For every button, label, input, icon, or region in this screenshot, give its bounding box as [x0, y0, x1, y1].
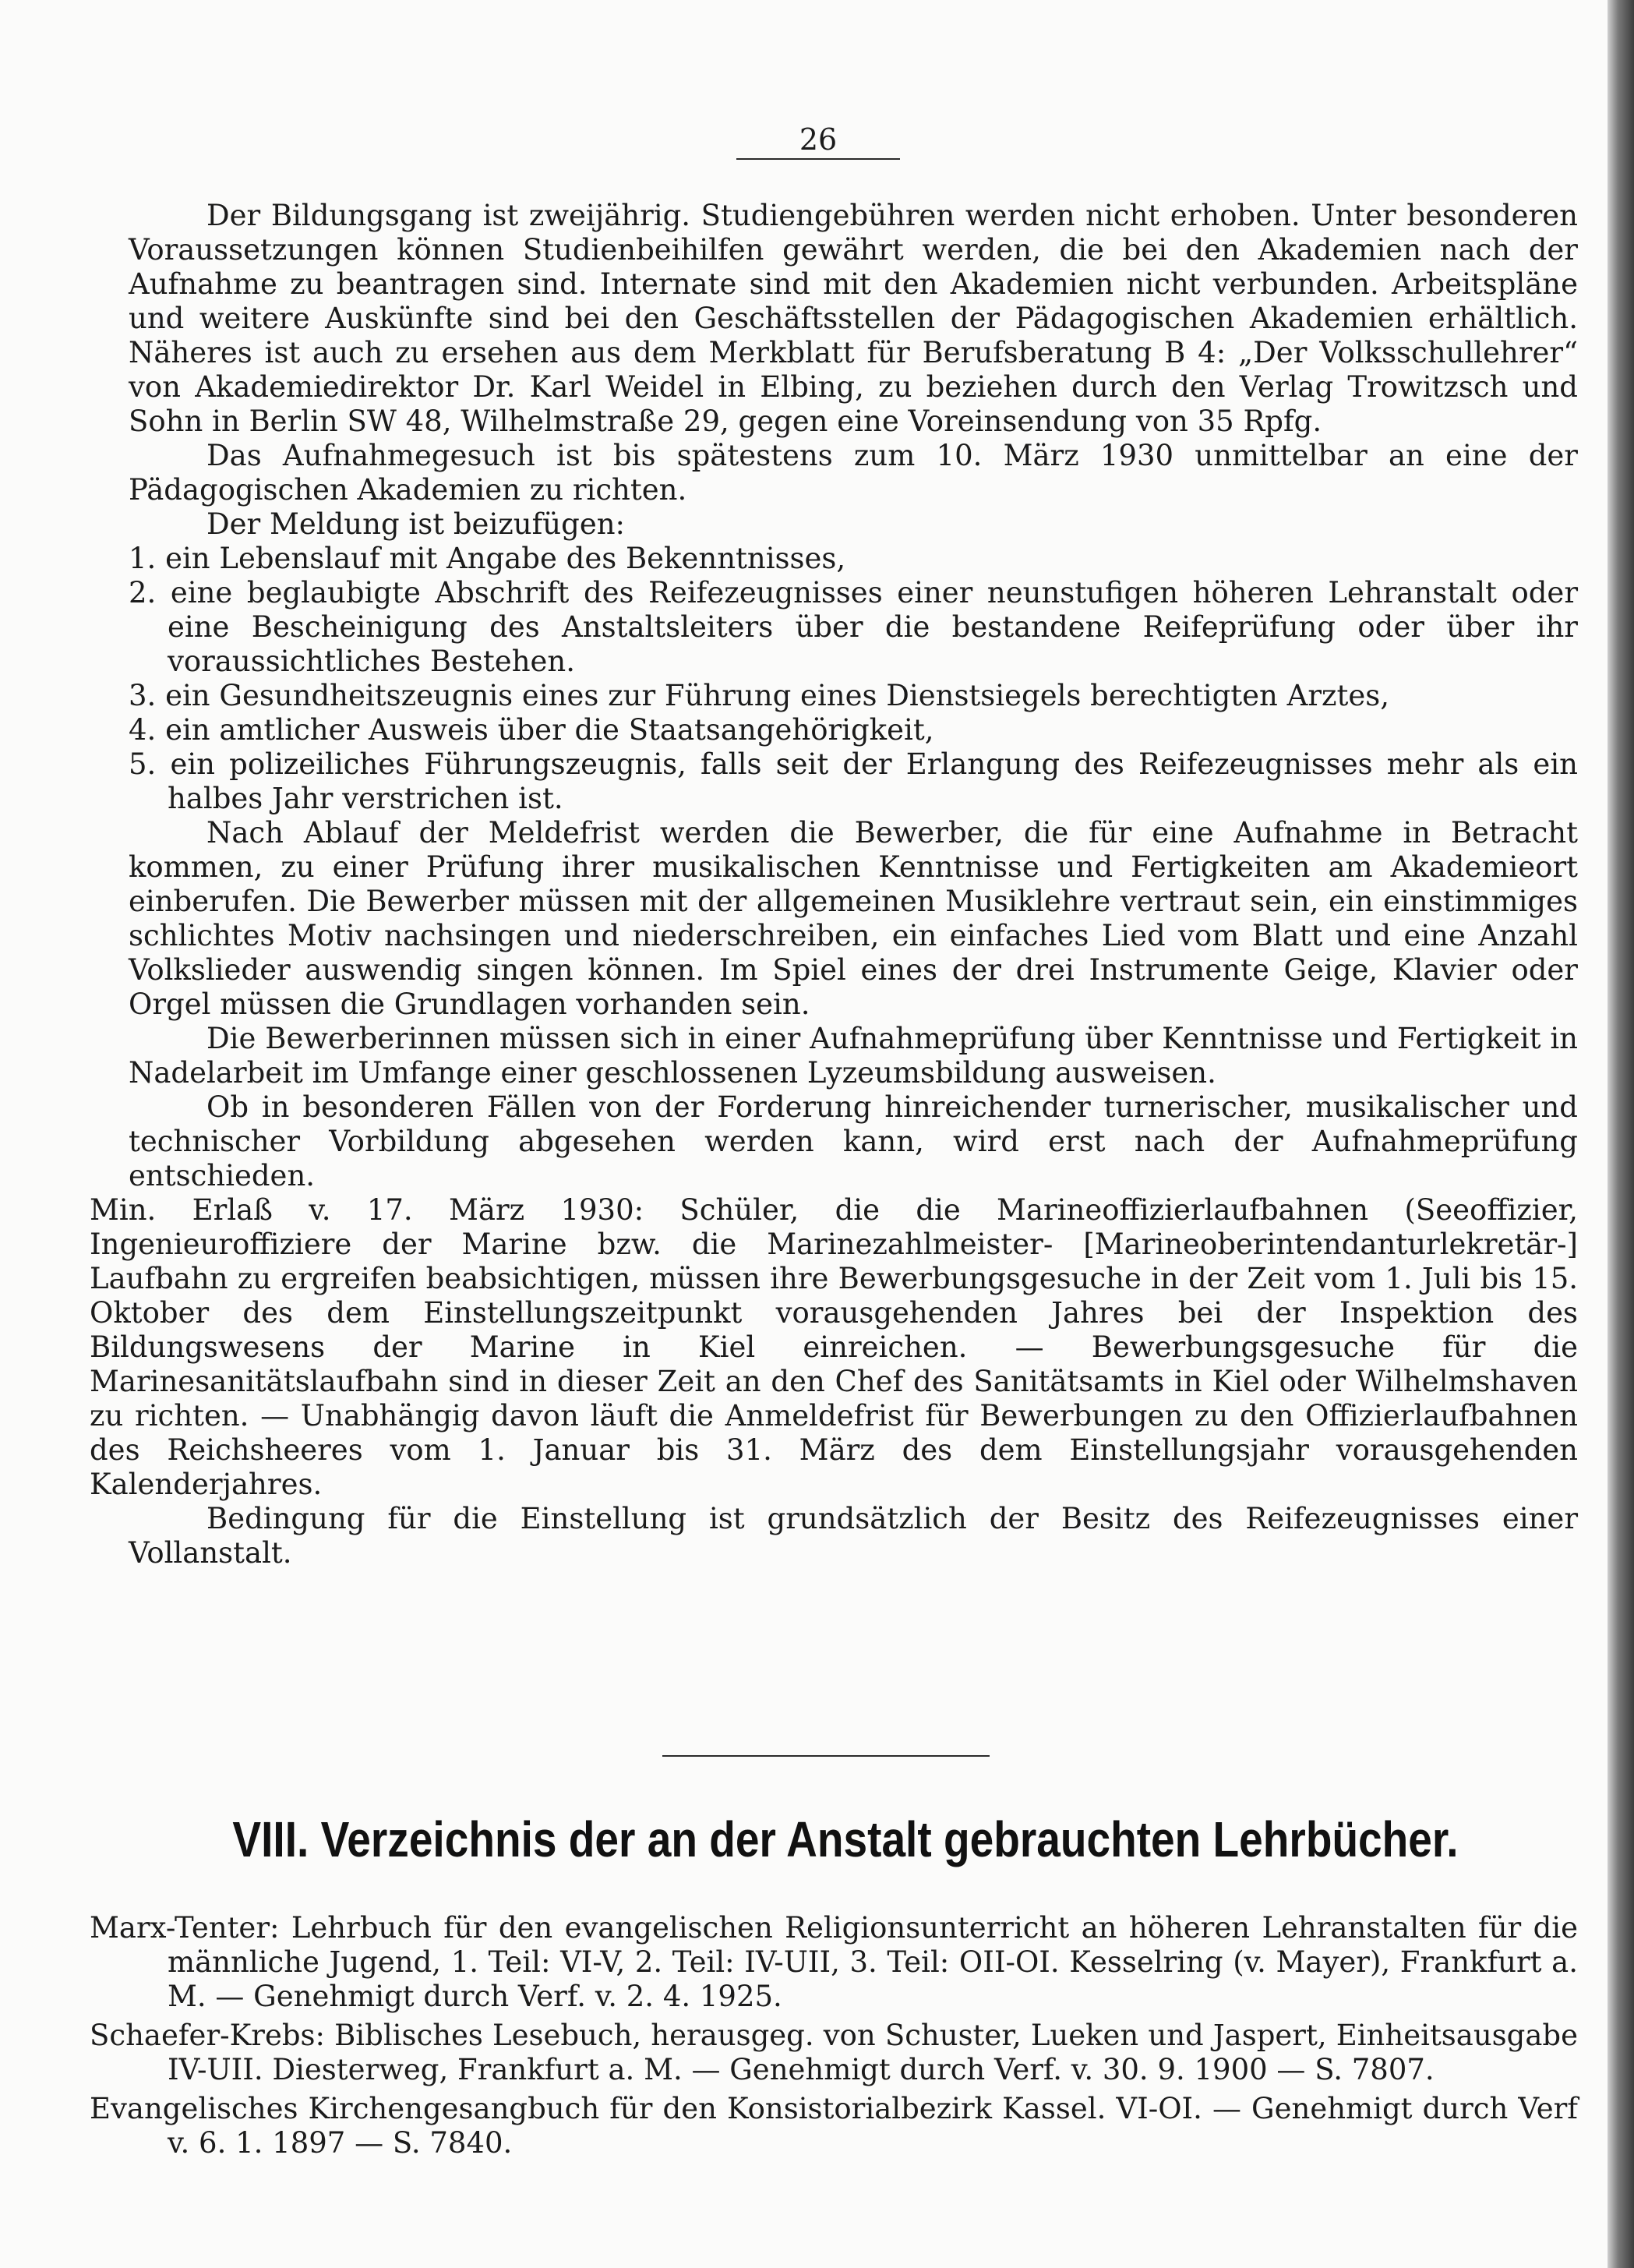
page-number: 26 [799, 122, 838, 157]
requirement-number: 2. [129, 576, 157, 609]
paragraph-bedingung: Bedingung für die Einstellung ist grundsätzlich der Besitz des Reifezeugnisses einer Vollanstalt. [129, 1502, 1578, 1570]
page-edge-shadow [1608, 0, 1634, 2268]
page-number-rule [736, 158, 900, 160]
textbook-entry: Evangelisches Kirchengesangbuch für den Konsistorialbezirk Kassel. VI-OI. — Genehmigt durch Verf v. 6. 1. 1897 — S. 7840. [90, 2092, 1578, 2160]
paragraph-meldefrist: Nach Ablauf der Meldefrist werden die Bewerber, die für eine Aufnahme in Betracht kommen, zu einer Prüfung ihrer musikalischen Kenntnisse und Fertigkeiten am Akademieort einberufen. Die Bewerber müssen mit der allgemeinen Musiklehre vertraut sein, ein einstimmiges schlichtes Motiv nachsingen und niederschreiben, ein einfaches Lied vom Blatt und eine Anzahl Volkslieder auswendig singen können. Im Spiel eines der drei Instrumente Geige, Klavier oder Orgel müssen die Grundlagen vorhanden sein. [129, 816, 1578, 1021]
section-divider [662, 1755, 990, 1757]
requirement-item [129, 679, 1578, 713]
section-heading: VIII. Verzeichnis der an der Anstalt gebrauchten Lehrbücher. [232, 1811, 1459, 1867]
requirement-number: 5. [129, 747, 157, 781]
requirement-number: 4. [129, 713, 157, 747]
requirement-item [129, 747, 1578, 816]
textbook-entry: Marx-Tenter: Lehrbuch für den evangelischen Religionsunterricht an höheren Lehranstalten für die männliche Jugend, 1. Teil: VI-V, 2. Teil: IV-UII, 3. Teil: OII-OI. Kesselring (v. Mayer), Frankfurt a. M. — Genehmigt durch Verf. v. 2. 4. 1925. [90, 1911, 1578, 2013]
textbook-entry: Schaefer-Krebs: Biblisches Lesebuch, herausgeg. von Schuster, Lueken und Jaspert, Einheitsausgabe IV-UII. Diesterweg, Frankfurt a. M. — Genehmigt durch Verf. v. 30. 9. 1900 — S. 7807. [90, 2019, 1578, 2086]
requirement-text: ein amtlicher Ausweis über die Staatsangehörigkeit, [165, 713, 934, 747]
requirement-text: ein Lebenslauf mit Angabe des Bekenntnisses, [165, 542, 846, 575]
paragraph-bewerberinnen: Die Bewerberinnen müssen sich in einer Aufnahmeprüfung über Kenntnisse und Fertigkeit in Nadelarbeit im Umfange einer geschlossenen Lyzeumsbildung ausweisen. [129, 1022, 1578, 1090]
requirement-number: 1. [129, 542, 157, 575]
paragraph-min-erlass: Min. Erlaß v. 17. März 1930: Schüler, die die Marineoffizierlaufbahnen (Seeoffizier, Ingenieuroffiziere der Marine bzw. die Marinezahlmeister- [Marineoberintendanturlekretär-] Laufbahn zu ergreifen beabsichtigen, müssen ihre Bewerbungsgesuche in der Zeit vom 1. Juli bis 15. Oktober des dem Einstellungszeitpunkt vorausgehenden Jahres bei der Inspektion des Bildungswesens der Marine in Kiel einreichen. — Bewerbungsgesuche für die Marinesanitätslaufbahn sind in dieser Zeit an den Chef des Sanitätsamts in Kiel oder Wilhelmshaven zu richten. — Unabhängig davon läuft die Anmeldefrist für Bewerbungen zu den Offizierlaufbahnen des Reichsheeres vom 1. Januar bis 31. März des dem Einstellungsjahr vorausgehenden Kalenderjahres. [90, 1193, 1578, 1501]
requirement-item [129, 576, 1578, 679]
body-text [90, 199, 1579, 1570]
requirement-text: eine beglaubigte Abschrift des Reifezeugnisses einer neunstufigen höheren Lehranstalt oder eine Bescheinigung des Anstaltsleiters über die bestandene Reifeprüfung oder über ihr voraussichtliches Bestehen. [168, 576, 1579, 678]
paragraph-bildungsgang: Der Bildungsgang ist zweijährig. Studiengebühren werden nicht erhoben. Unter besonderen Voraussetzungen können Studienbeihilfen gewährt werden, die bei den Akademien nach der Aufnahme zu beantragen sind. Internate sind mit den Akademien nicht verbunden. Arbeitspläne und weitere Auskünfte sind bei den Geschäftsstellen der Pädagogischen Akademien erhältlich. Näheres ist auch zu ersehen aus dem Merkblatt für Berufsberatung B 4: „Der Volksschullehrer“ von Akademiedirektor Dr. Karl Weidel in Elbing, zu beziehen durch den Verlag Trowitzsch und Sohn in Berlin SW 48, Wilhelmstraße 29, gegen eine Voreinsendung von 35 Rpfg. [129, 199, 1578, 438]
paragraph-meldung: Der Meldung ist beizufügen: [206, 507, 626, 541]
requirement-text: ein polizeiliches Führungszeugnis, falls seit der Erlangung des Reifezeugnisses mehr als ein halbes Jahr verstrichen ist. [168, 747, 1578, 815]
requirement-number: 3. [129, 679, 157, 712]
requirement-item [129, 713, 1578, 747]
requirement-text: ein Gesundheitszeugnis eines zur Führung eines Dienstsiegels berechtigten Arztes, [165, 679, 1390, 712]
textbook-list [90, 1911, 1578, 2165]
paragraph-aufnahmegesuch: Das Aufnahmegesuch ist bis spätestens zum 10. März 1930 unmittelbar an eine der Pädagogischen Akademien zu richten. [129, 439, 1578, 507]
paragraph-vorbildung: Ob in besonderen Fällen von der Forderung hinreichender turnerischer, musikalischer und technischer Vorbildung abgesehen werden kann, wird erst nach der Aufnahmeprüfung entschieden. [129, 1090, 1578, 1192]
requirement-item [129, 542, 1578, 576]
